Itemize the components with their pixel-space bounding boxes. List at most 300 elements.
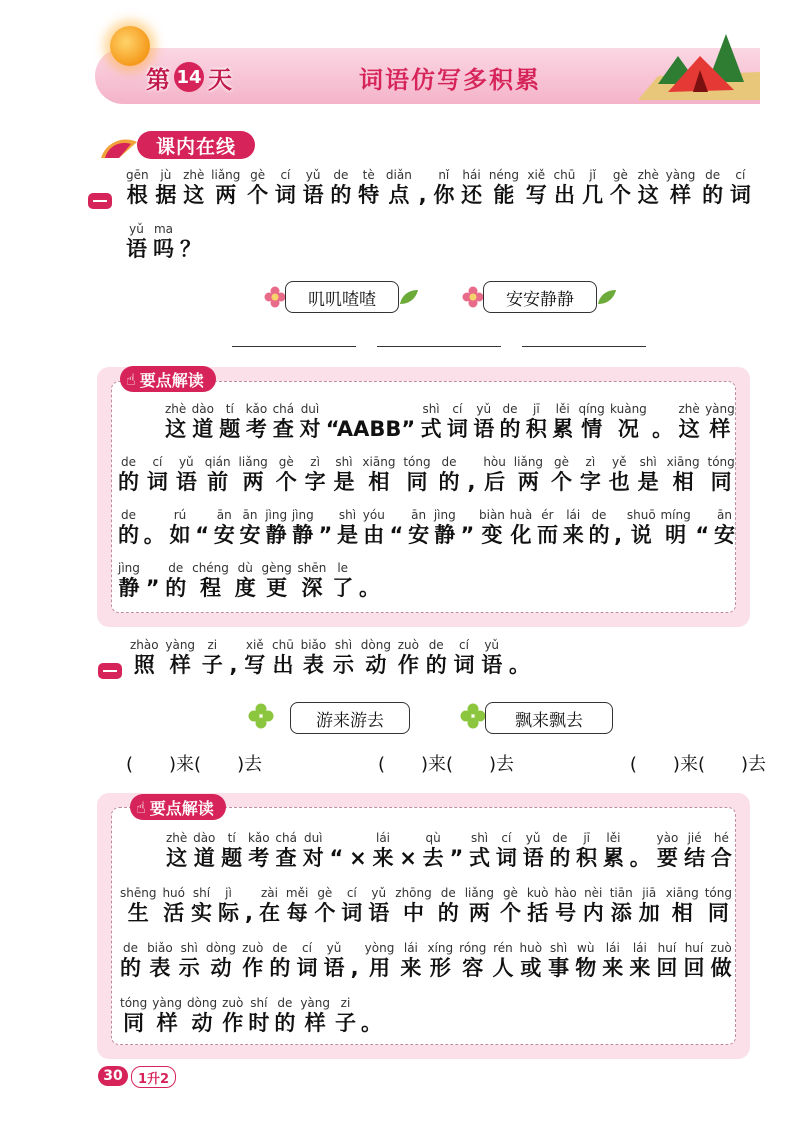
blank-fill-item[interactable]: ( )来( )去 [377,754,515,775]
pinyin: ān [216,508,232,522]
ruby-cell [551,455,572,495]
hanzi: 的 [499,417,521,441]
ruby-cell [509,638,530,678]
hanzi: 的 [330,183,352,207]
blank-fill-row [126,750,766,780]
clover-icon [248,703,274,729]
ruby-cell [579,402,605,442]
hanzi: ？ [180,237,201,261]
pinyin: yǔ [305,168,321,182]
hanzi: 式 [469,846,491,870]
answer-line[interactable] [232,346,356,347]
pinyin: gè [502,886,518,900]
hanzi: 词 [495,846,517,870]
pinyin: liǎng [211,168,241,182]
hanzi: “ [329,846,344,870]
ruby-cell [259,886,280,926]
hanzi: 用 [368,956,390,980]
hanzi: 中 [403,901,424,925]
hanzi: 考 [245,417,267,441]
hanzi: 度 [234,576,256,600]
fan-icon [97,128,141,162]
ruby-cell [386,168,412,208]
pinyin: gè [612,168,628,182]
pinyin: zhè [165,402,187,416]
hanzi: 静 [434,523,456,547]
hanzi: 积 [525,417,547,441]
pinyin: yǔ [326,941,342,955]
pinyin: shì [180,941,198,955]
hanzi: 动 [210,956,232,980]
pinyin: zhè [166,831,188,845]
ruby-cell [300,996,330,1036]
pinyin: hé [713,831,729,845]
ruby-cell [146,561,160,601]
hanzi: “AABB” [325,417,416,441]
pinyin: qián [204,455,231,469]
ruby-cell [166,831,187,871]
ruby-cell [144,508,165,548]
ruby-cell [610,402,647,442]
ruby-cell [639,886,660,926]
ruby-cell [292,508,314,548]
ruby-cell [362,455,395,495]
hanzi: 的 [118,470,139,494]
hanzi: 的 [165,576,187,600]
pinyin: chū [553,168,576,182]
pinyin: yàng [665,168,696,182]
pinyin: ér [541,508,554,522]
ruby-cell [230,638,238,678]
ruby-cell [365,941,395,981]
ruby-cell [398,638,419,678]
ruby-cell [552,402,573,442]
q2-line [130,638,530,678]
ruby-cell [269,941,290,981]
hanzi: 根 [126,183,148,207]
hanzi: 两 [215,183,237,207]
pinyin: róng [459,941,487,955]
hanzi: 。 [143,523,165,547]
question-2-marker [98,663,122,679]
hanzi: 出 [553,183,575,207]
hanzi: 来 [400,956,422,980]
pinyin: shēn [297,561,327,575]
pinyin: de [502,402,518,416]
pinyin: cí [458,638,469,652]
answer-line[interactable] [377,346,501,347]
pinyin: tóng [120,996,148,1010]
hanzi: 。 [508,653,530,677]
hanzi: 的 [118,523,139,547]
hanzi: 两 [468,901,490,925]
hanzi: 际 [217,901,239,925]
hanzi: 累 [552,417,574,441]
hanzi: 词 [453,653,475,677]
pinyin: zhè [678,402,700,416]
clover-icon [460,703,486,729]
pinyin: cí [302,941,312,955]
pinyin: de [168,561,184,575]
pinyin: gēn [126,168,149,182]
hanzi: 去 [422,846,444,870]
ruby-cell [373,831,394,871]
pinyin: dào [193,831,216,845]
q1-line [126,168,751,208]
pinyin: yóu [362,508,385,522]
pinyin: jìng [265,508,288,522]
hanzi: 词 [296,956,318,980]
pinyin: xíng [427,941,454,955]
pinyin: zi [340,996,351,1010]
pinyin: jìng [291,508,314,522]
pinyin: néng [488,168,520,182]
ruby-cell [638,455,659,495]
pinyin: shì [550,941,568,955]
hanzi: 表 [149,956,171,980]
ruby-cell [459,941,486,981]
hanzi: 要 [656,846,678,870]
hanzi: 了 [332,576,354,600]
hanzi: 来 [629,956,651,980]
pinyin: zuò [710,941,732,955]
pinyin: shí [250,996,268,1010]
ruby-cell [349,831,367,871]
ruby-cell [351,941,359,981]
ruby-cell [330,168,351,208]
ruby-cell [247,168,268,208]
ruby-cell [195,508,209,548]
hanzi: 静 [118,576,140,600]
hanzi: 明 [665,523,687,547]
hanzi: 相 [671,901,693,925]
hanzi: 相 [672,470,694,494]
ruby-cell [274,996,295,1036]
hanzi: 动 [191,1011,213,1035]
hanzi: 是 [337,523,359,547]
hanzi: 这 [637,183,659,207]
pinyin: biàn [479,508,505,522]
hanzi: 程 [200,576,221,600]
ruby-cell [155,168,176,208]
pinyin: lái [632,941,647,955]
ruby-cell [582,168,603,208]
ruby-cell [165,561,186,601]
hanzi: 同 [710,470,732,494]
pinyin: yàng [705,402,735,416]
key2-line [120,996,382,1036]
key-point-label: 要点解读 [149,798,214,818]
ruby-cell [363,508,385,548]
hanzi: 。 [360,1011,382,1035]
ruby-cell [130,638,159,678]
hanzi: 安 [239,523,261,547]
pinyin: nèi [584,886,603,900]
hanzi: 道 [192,417,214,441]
hanzi: 的 [438,470,460,494]
ruby-cell [399,831,417,871]
pinyin: zhè [183,168,205,182]
pinyin: yào [656,831,679,845]
ruby-cell [708,455,735,495]
ruby-cell [239,508,260,548]
pinyin: lái [566,508,581,522]
ruby-cell [629,941,650,981]
pinyin: gè [278,455,294,469]
example-word-box: 叽叽喳喳 [285,281,399,313]
pinyin: de [552,831,568,845]
pinyin: de [440,886,456,900]
pinyin: yǔ [129,222,144,236]
pinyin: shí [192,886,211,900]
hanzi: 表 [302,653,324,677]
ruby-cell [467,455,475,495]
ruby-cell [239,455,268,495]
hanzi: 样 [709,417,731,441]
hanzi: 回 [683,956,705,980]
ruby-cell [126,168,149,208]
hanzi: “ [195,523,210,547]
hanzi: , [229,653,238,677]
answer-line[interactable] [522,346,646,347]
example-word-box: 安安静静 [483,281,597,313]
ruby-cell [426,638,447,678]
ruby-cell [153,222,174,262]
pinyin: de [123,941,138,955]
hanzi: 实 [191,901,212,925]
ruby-cell [314,886,335,926]
pinyin: de [705,168,721,182]
key2-line [166,831,732,871]
pinyin: jǐ [589,168,596,182]
hanzi: ” [318,523,333,547]
pinyin: zhōng [395,886,432,900]
ruby-cell [527,886,549,926]
hanzi: 作 [397,653,419,677]
pinyin: zì [585,455,596,469]
hanzi: 样 [156,1011,178,1035]
ruby-cell [419,168,427,208]
ruby-cell [275,168,296,208]
pinyin: wù [577,941,595,955]
ruby-cell [120,996,147,1036]
ruby-cell [299,402,320,442]
hanzi: 这 [165,417,187,441]
ruby-cell [678,402,699,442]
ruby-cell [667,455,700,495]
hanzi: 的 [588,523,610,547]
ruby-cell [438,886,459,926]
ruby-cell [298,561,327,601]
hanzi: 两 [242,470,264,494]
hanzi: 个 [314,901,336,925]
pinyin: zi [207,638,218,652]
pinyin: zì [310,455,320,469]
ruby-cell [390,508,404,548]
hanzi: ” [145,576,160,600]
hanzi: 子 [201,653,223,677]
ruby-cell [492,941,513,981]
key1-line [118,508,735,548]
pinyin: qíng [578,402,605,416]
example-word-box: 飘来飘去 [485,702,613,734]
pinyin: shì [334,638,353,652]
hanzi: 相 [368,470,390,494]
pinyin: xiāng [666,455,700,469]
pinyin: zuò [222,996,244,1010]
ruby-cell [588,508,609,548]
hanzi: 样 [304,1011,326,1035]
hanzi: 做 [710,956,732,980]
tent-icon [638,26,760,100]
pinyin: huí [684,941,704,955]
pinyin: shì [422,402,440,416]
ruby-cell [120,886,156,926]
hanzi: 加 [638,901,660,925]
pinyin: huí [657,941,677,955]
pinyin: biǎo [147,941,173,955]
ruby-cell [162,886,185,926]
pinyin: hái [462,168,481,182]
ruby-cell [652,402,673,442]
pinyin: dòng [360,638,391,652]
ruby-cell [510,508,533,548]
pinyin: měi [285,886,309,900]
ruby-cell [656,941,677,981]
ruby-cell [301,638,327,678]
ruby-cell [276,455,297,495]
hanzi: , [350,956,359,980]
hanzi: 而 [536,523,558,547]
pinyin: de [333,168,349,182]
ruby-cell [695,508,709,548]
hanzi: 生 [127,901,149,925]
ruby-cell [147,455,168,495]
pinyin: chá [272,402,295,416]
ruby-cell [403,455,430,495]
pinyin: jìng [118,561,140,575]
ruby-cell [222,996,243,1036]
pinyin: zuò [397,638,419,652]
ruby-cell [469,831,490,871]
q1-line [126,222,201,262]
ruby-cell [368,886,389,926]
ruby-cell [214,508,235,548]
pinyin: lěi [606,831,621,845]
ruby-cell [165,638,195,678]
pinyin: xiě [527,168,546,182]
hanzi: 如 [169,523,191,547]
pinyin: ān [716,508,732,522]
ruby-cell [638,168,659,208]
ruby-cell [461,168,482,208]
pinyin: de [277,996,293,1010]
pinyin: jī [533,402,540,416]
hanzi: 的 [549,846,571,870]
pinyin: tí [225,402,234,416]
hanzi: 照 [133,653,155,677]
hand-icon: ☝ [136,797,146,817]
day-prefix: 第 [146,65,170,94]
hanzi: 静 [292,523,314,547]
hanzi: 几 [582,183,604,207]
ruby-cell [183,168,204,208]
hanzi: 样 [169,653,191,677]
question-1-marker [88,193,112,209]
pinyin: tóng [704,886,732,900]
ruby-cell [576,831,597,871]
ruby-cell [152,996,182,1036]
hanzi: 静 [265,523,287,547]
hanzi: 来 [372,846,394,870]
ruby-cell [341,886,362,926]
hanzi: 词 [446,417,468,441]
hanzi: , [614,523,623,547]
hanzi: 或 [520,956,542,980]
hanzi: 词 [341,901,363,925]
ruby-cell [702,168,723,208]
pinyin: qù [425,831,441,845]
ruby-cell [273,402,295,442]
hanzi: 个 [247,183,269,207]
key-point-label: 要点解读 [139,370,204,390]
pinyin: xiāng [665,886,699,900]
pinyin: lěi [555,402,570,416]
ruby-cell [526,168,547,208]
hanzi: 更 [266,576,288,600]
hanzi: 样 [669,183,691,207]
hanzi: 时 [248,1011,270,1035]
example-word-box: 游来游去 [290,702,410,734]
pinyin: zhào [130,638,159,652]
hanzi: 是 [333,470,355,494]
pinyin: kǎo [245,402,268,416]
pinyin: jì [225,886,232,900]
page-title: 词语仿写多积累 [359,66,541,94]
hanzi: 这 [678,417,700,441]
hanzi: 后 [484,470,506,494]
pinyin: shēng [120,886,157,900]
hanzi: 化 [510,523,532,547]
hanzi: 示 [333,653,354,677]
grade-badge: 1升2 [131,1066,176,1088]
ruby-cell [187,996,217,1036]
hanzi: 特 [358,183,380,207]
ruby-cell [126,222,147,262]
ruby-cell [514,455,543,495]
hanzi: 事 [548,956,570,980]
key1-line [118,455,735,495]
hanzi: 的 [425,653,447,677]
pinyin: rén [493,941,513,955]
pinyin: yǔ [178,455,194,469]
hanzi: 吗 [153,237,174,261]
day-number: 14 [174,62,204,92]
pinyin: yǔ [476,402,492,416]
hanzi: 人 [492,956,514,980]
ruby-cell [683,941,704,981]
hanzi: 来 [602,956,624,980]
hanzi: 合 [710,846,732,870]
ruby-cell [523,831,544,871]
pinyin: huó [162,886,186,900]
hanzi: 深 [301,576,323,600]
pinyin: liǎng [238,455,268,469]
hanzi: 两 [517,470,539,494]
hanzi: 前 [207,470,229,494]
blank-fill-item[interactable]: ( )来( )去 [126,754,263,775]
blank-fill-item[interactable]: ( )来( )去 [629,754,766,775]
